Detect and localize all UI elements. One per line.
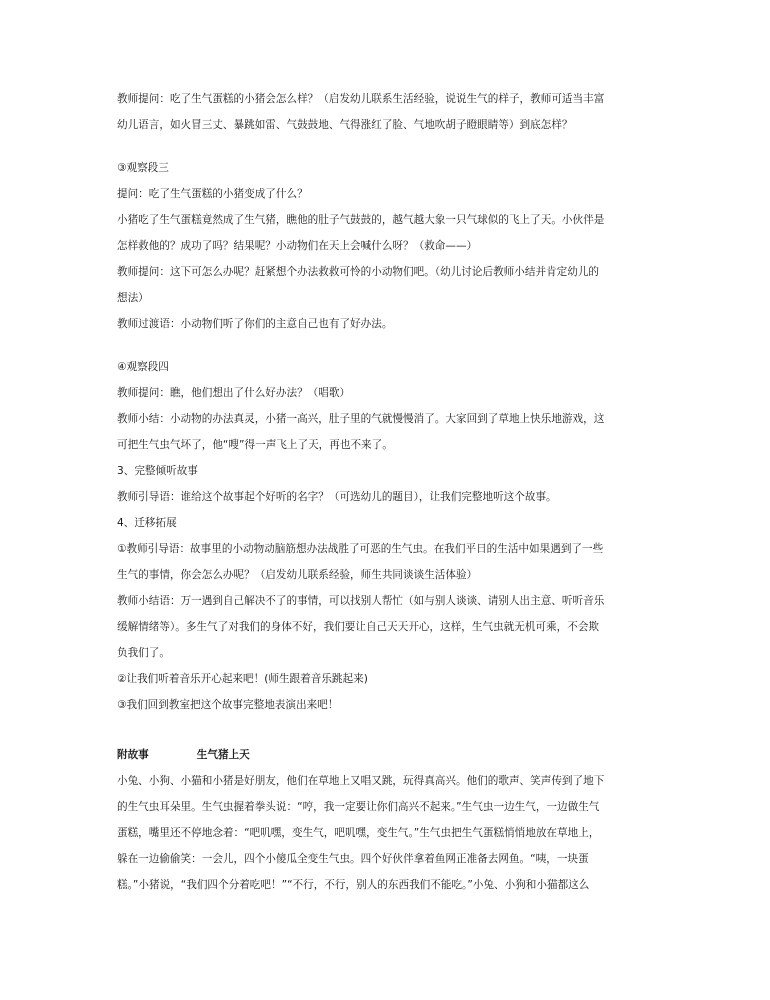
paragraph-line: 可把生气虫气坏了，他“嗖”得一声飞上了天，再也不来了。	[117, 439, 393, 451]
section-heading: ③观察段三	[117, 162, 169, 174]
story-line: 小兔、小狗、小猫和小猪是好朋友，他们在草地上又唱又跳，玩得真高兴。他们的歌声、笑声传到了地下	[117, 775, 605, 787]
section-heading: 4、迁移拓展	[117, 517, 177, 529]
paragraph-line: 教师提问：瞧，他们想出了什么好办法？（唱歌）	[117, 387, 351, 399]
story-line: 躲在一边偷偷笑：一会儿，四个小傻瓜全变生气虫。四个好伙伴拿着鱼网正准备去网鱼。“咦，一块蛋	[117, 853, 589, 865]
section-heading: 3、完整倾听故事	[117, 465, 198, 477]
paragraph-line: 小猪吃了生气蛋糕竟然成了生气猪，瞧他的肚子气鼓鼓的，越气越大象一只气球似的飞上了天。小伙伴是	[117, 214, 605, 226]
story-line: 的生气虫耳朵里。生气虫握着拳头说：“哼，我一定要让你们高兴不起来。”生气虫一边生气，一边做生气	[117, 801, 600, 813]
section-heading: ④观察段四	[117, 361, 169, 373]
paragraph-line: ②让我们听着音乐开心起来吧！(师生跟着音乐跳起来)	[117, 673, 368, 685]
paragraph-line: 教师小结：小动物的办法真灵，小猪一高兴，肚子里的气就慢慢消了。大家回到了草地上快乐地游戏，这	[117, 413, 605, 425]
story-label: 附故事	[117, 749, 149, 761]
paragraph-line: ③我们回到教室把这个故事完整地表演出来吧！	[117, 699, 339, 711]
story-title: 生气猪上天	[196, 749, 250, 761]
teacher-question-line: 幼儿语言，如火冒三丈、暴跳如雷、气鼓鼓地、气得涨红了脸、气地吹胡子瞪眼睛等）到底怎样？	[117, 119, 573, 131]
story-line: 糕。”小猪说，“我们四个分着吃吧！”“不行，不行，别人的东西我们不能吃。”小兔、小狗和小猫都这么	[117, 879, 590, 891]
paragraph-line: 缓解情绪等）。多生气了对我们的身体不好，我们要让自己天天开心，这样，生气虫就无机可乘，不会欺	[117, 621, 600, 633]
paragraph-line: ①教师引导语：故事里的小动物动脑筋想办法战胜了可恶的生气虫。在我们平日的生活中如果遇到了一些	[117, 543, 604, 555]
paragraph-line: 负我们了。	[117, 647, 170, 659]
paragraph-line: 教师过渡语：小动物们听了你们的主意自己也有了好办法。	[117, 318, 393, 330]
paragraph-line: 想法）	[117, 292, 149, 304]
paragraph-line: 怎样救他的？成功了吗？结果呢？小动物们在天上会喊什么呀？（救命——）	[117, 240, 478, 252]
teacher-question-line: 教师提问：吃了生气蛋糕的小猪会怎么样？（启发幼儿联系生活经验，说说生气的样子，教师可适当丰富	[117, 93, 605, 105]
paragraph-line: 教师引导语：谁给这个故事起个好听的名字？（可选幼儿的题目），让我们完整地听这个故事。	[117, 491, 557, 503]
story-heading	[117, 748, 657, 762]
paragraph-line: 生气的事情，你会怎么办呢？（启发幼儿联系经验，师生共同谈谈生活体验）	[117, 569, 478, 581]
paragraph-line: 提问：吃了生气蛋糕的小猪变成了什么？	[117, 188, 308, 200]
paragraph-line: 教师小结语：万一遇到自己解决不了的事情，可以找别人帮忙（如与别人谈谈、请别人出主意、听听音乐	[117, 595, 605, 607]
story-line: 蛋糕，嘴里还不停地念着：“吧叽嘿，变生气，吧叽嘿，变生气。”生气虫把生气蛋糕悄悄地放在草地上，	[117, 827, 600, 839]
paragraph-line: 教师提问：这下可怎么办呢？赶紧想个办法救救可怜的小动物们吧。（幼儿讨论后教师小结并肯定幼儿的	[117, 266, 600, 278]
